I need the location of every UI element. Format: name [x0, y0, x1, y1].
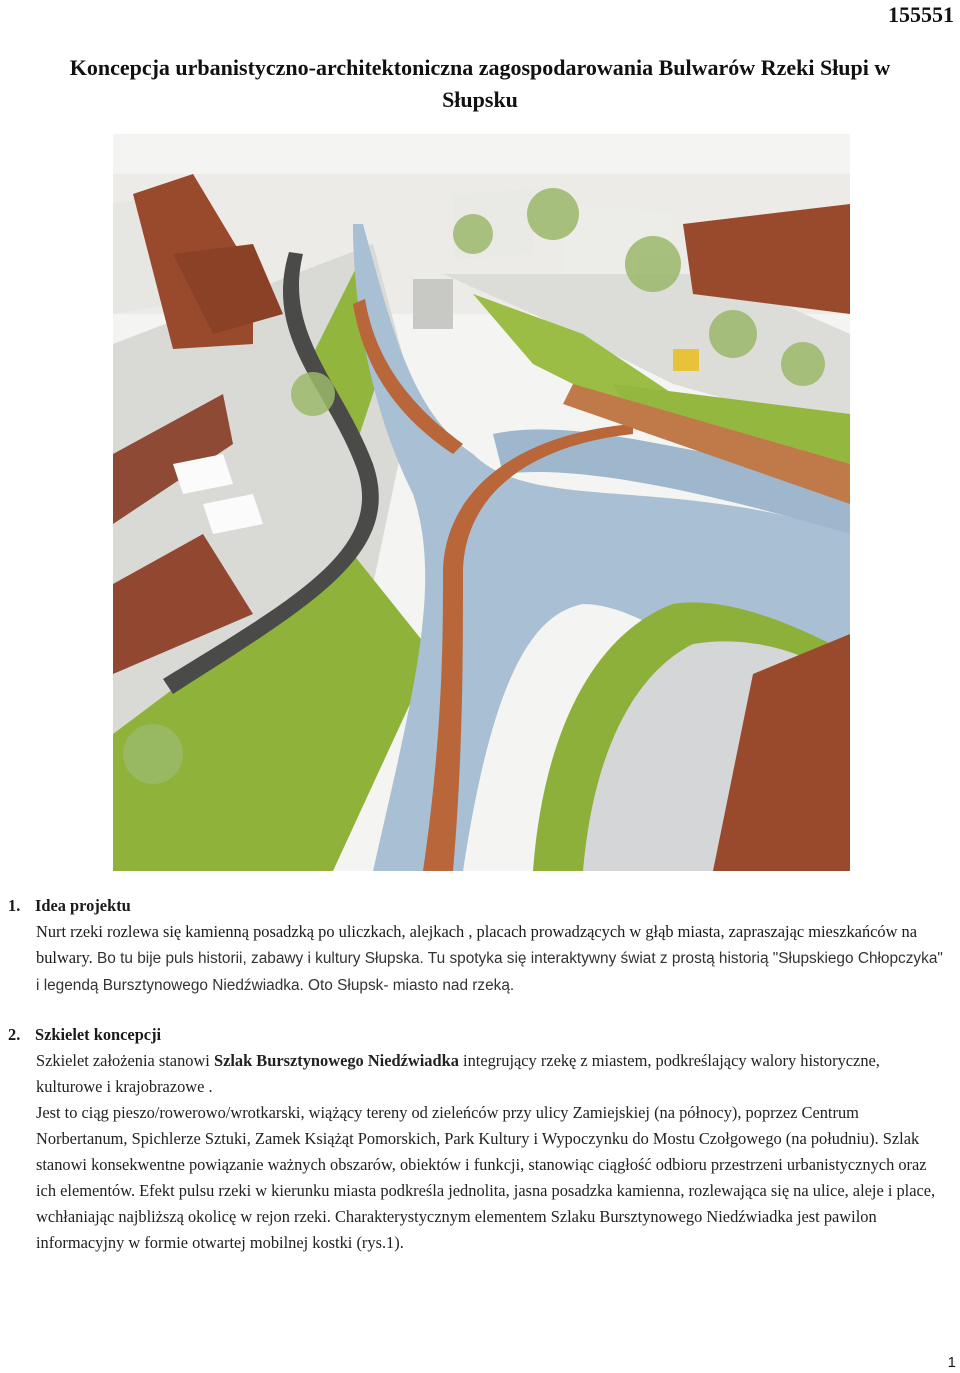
- section-skeleton: [0, 1022, 960, 1256]
- title-line-2: Słupsku: [442, 87, 518, 112]
- section-paragraph-1: [0, 1048, 960, 1100]
- trail-name: Szlak Bursztynowego Niedźwiadka: [213, 1051, 459, 1070]
- page-number: 1: [947, 1354, 956, 1371]
- render-illustration: [113, 134, 850, 871]
- paragraph-part-sans: Bo tu bije puls historii, zabawy i kultury Słupska. Tu spotyka się interaktywny świat z prostą historią "Słupskiego Chłopczyka" i legendą Bursztynowego Niedźwiadka. Oto Słupsk- miasto nad rzeką.: [36, 950, 943, 994]
- paragraph-text: Szkielet założenia stanowi: [36, 1051, 214, 1070]
- section-number: 2.: [8, 1025, 21, 1044]
- document-title: [0, 52, 960, 116]
- section-title: Idea projektu: [35, 896, 131, 915]
- urban-riverside-render: [113, 134, 850, 871]
- section-idea: [0, 893, 960, 999]
- title-line-1: Koncepcja urbanistyczno-architektoniczna zagospodarowania Bulwarów Rzeki Słupi w: [69, 55, 891, 80]
- section-title: Szkielet koncepcji: [35, 1025, 162, 1044]
- section-paragraph: [0, 919, 960, 999]
- document-number: 155551: [888, 2, 954, 27]
- section-heading: [0, 893, 960, 919]
- section-heading: [0, 1022, 960, 1048]
- paragraph-text: integrujący rzekę z miastem, podkreślający walory historyczne, kulturowe i krajobrazowe .: [36, 1051, 880, 1096]
- section-paragraph-2: Jest to ciąg pieszo/rowerowo/wrotkarski, wiążący tereny od zieleńców przy ulicy Zamiejskiej (na północy), poprzez Centrum Norbertanum, Spichlerze Sztuki, Zamek Książąt Pomorskich, Park Kultury i Wypoczynku do Mostu Czołgowego (na południu). Szlak stanowi konsekwentne powiązanie ważnych obszarów, obiektów i funkcji, stanowiąc ciągłość odbioru przestrzeni urbanistycznych oraz ich elementów. Efekt pulsu rzeki w kierunku miasta podkreśla jednolita, jasna posadzka kamienna, rozlewająca się na ulice, aleje i place, wchłaniając najbliższą okolicę w rejon rzeki. Charakterystycznym elementem Szlaku Bursztynowego Niedźwiadka jest pawilon informacyjny w formie otwartej mobilnej kostki (rys.1).: [36, 1103, 936, 1252]
- paragraph-part-serif: Nurt rzeki rozlewa się kamienną posadzką po uliczkach, alejkach , placach prowadzących w głąb miasta, zapraszając mieszkańców na bulwary.: [36, 922, 918, 967]
- section-number: 1.: [8, 896, 21, 915]
